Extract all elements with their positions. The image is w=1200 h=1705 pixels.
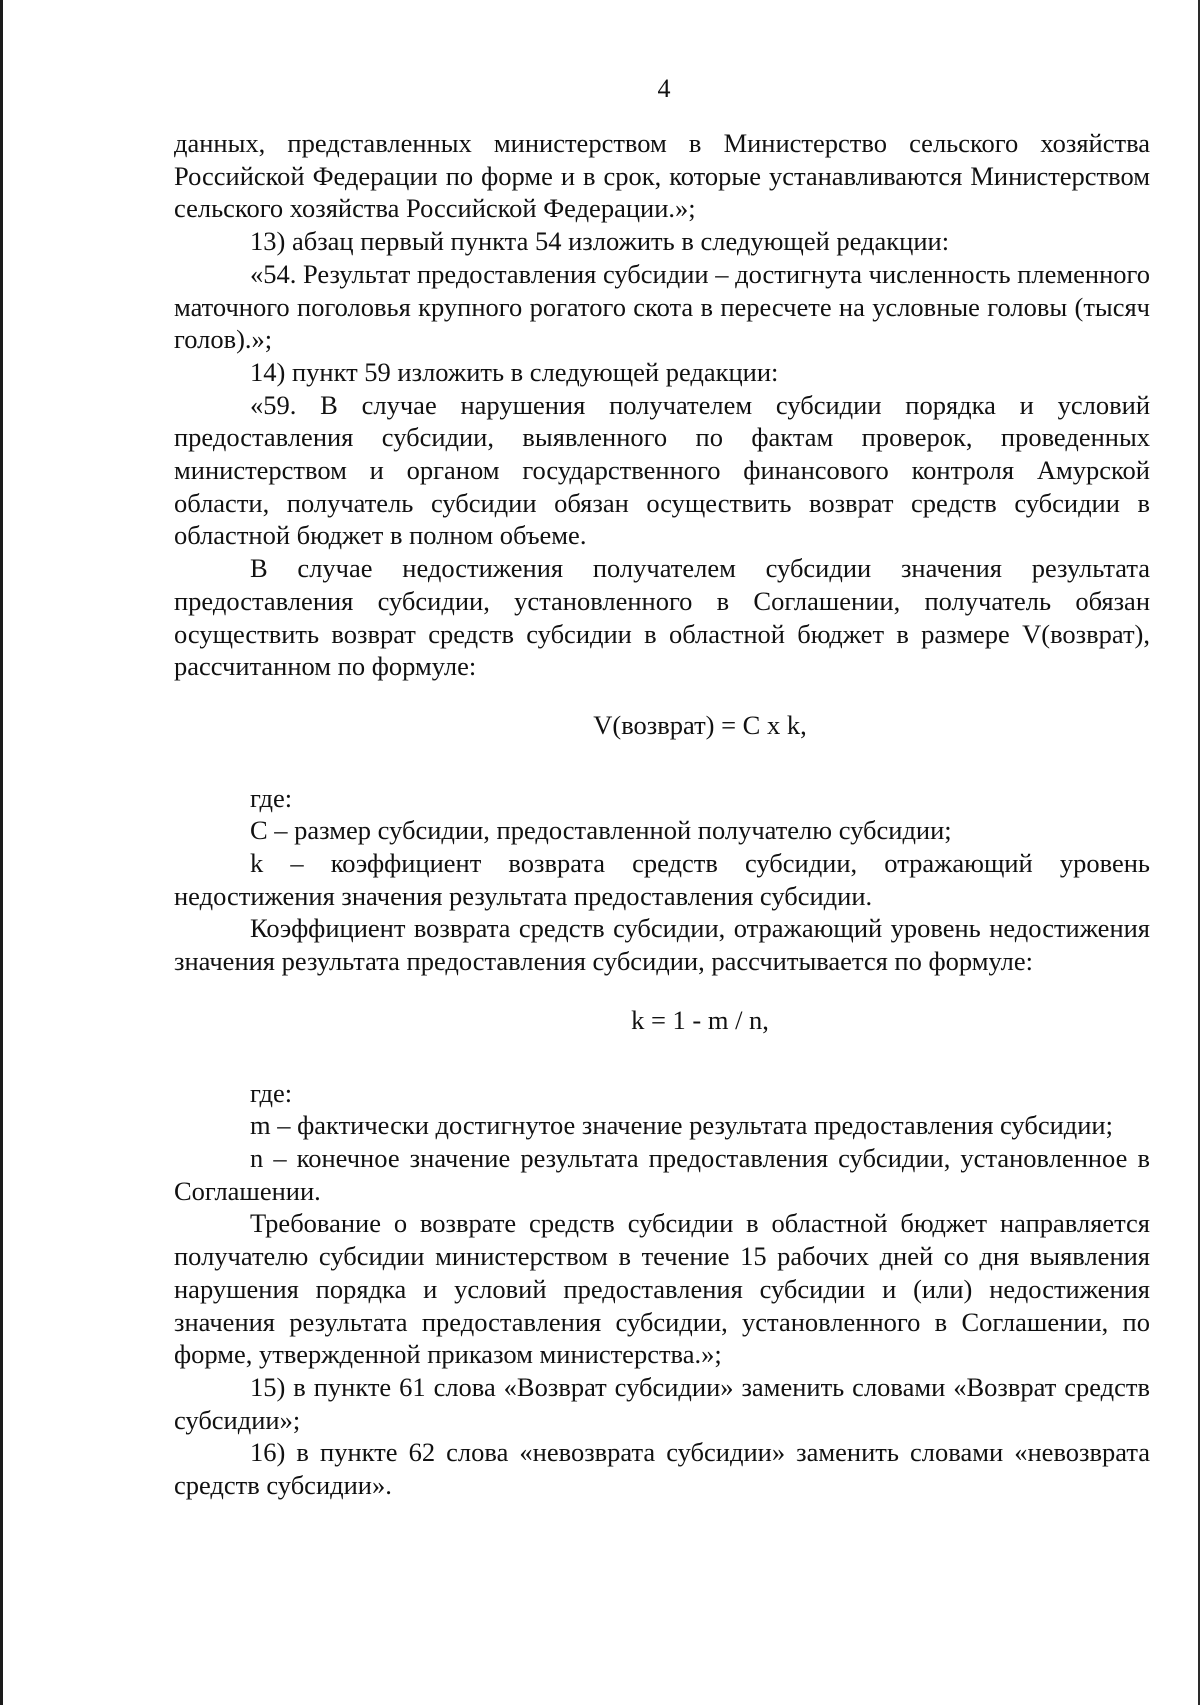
paragraph-item-16: 16) в пункте 62 слова «невозврата субсидии» заменить словами «невозврата средств субсидии». — [174, 1437, 1150, 1501]
paragraph-where: где: — [250, 782, 293, 813]
paragraph-definition-k: k – коэффициент возврата средств субсидии, отражающий уровень недостижения значения результата предоставления субсидии. — [174, 848, 1150, 911]
paragraph-item-13: 13) абзац первый пункта 54 изложить в следующей редакции: — [250, 226, 950, 257]
formula-refund: V(возврат) = C x k, — [593, 709, 807, 740]
page-number: 4 — [657, 74, 671, 103]
paragraph-coefficient: Коэффициент возврата средств субсидии, отражающий уровень недостижения значения результата предоставления субсидии, рассчитывается по формуле: — [174, 913, 1150, 977]
paragraph-where: где: — [250, 1077, 293, 1108]
scan-edge-left — [0, 0, 3, 1705]
paragraph-item-15: 15) в пункте 61 слова «Возврат субсидии» заменить словами «Возврат средств субсидии»; — [174, 1371, 1150, 1435]
document-body — [174, 127, 1150, 1502]
spacer — [174, 1037, 1150, 1077]
paragraph-item-14: 14) пункт 59 изложить в следующей редакции: — [250, 356, 779, 387]
paragraph-non-achievement: В случае недостижения получателем субсидии значения результата предоставления субсидии, установленного в Соглашении, получатель обязан осуществить возврат средств субсидии в областной бюджет в размере V(возврат), рассчитанном по формуле: — [174, 553, 1150, 682]
paragraph-definition-n: n – конечное значение результата предоставления субсидии, установленное в Соглашении. — [174, 1142, 1150, 1206]
paragraph-definition-c: C – размер субсидии, предоставленной получателю субсидии; — [250, 815, 952, 846]
spacer — [174, 742, 1150, 782]
formula-coefficient: k = 1 - m / n, — [631, 1004, 769, 1035]
paragraph-continuation: данных, представленных министерством в Министерство сельского хозяйства Российской Федерации по форме и в срок, которые устанавливаются Министерством сельского хозяйства Российской Федерации.»; — [174, 128, 1150, 224]
paragraph-point-59: «59. В случае нарушения получателем субсидии порядка и условий предоставления субсидии, выявленного по фактам проверок, проведенных министерством и органом государственного финансового контроля Амурской области, получатель субсидии обязан осуществить возврат средств субсидии в областной бюджет в полном объеме. — [174, 389, 1150, 551]
paragraph-definition-m: m – фактически достигнутое значение результата предоставления субсидии; — [250, 1110, 1113, 1141]
paragraph-point-54: «54. Результат предоставления субсидии – достигнута численность племенного маточного поголовья крупного рогатого скота в пересчете на условные головы (тысяч голов).»; — [174, 258, 1150, 355]
paragraph-refund-request: Требование о возврате средств субсидии в областной бюджет направляется получателю субсидии министерством в течение 15 рабочих дней со дня выявления нарушения порядка и условий предоставления субсидии и (или) недостижения значения результата предоставления субсидии, установленного в Соглашении, по форме, утвержденной приказом министерства.»; — [174, 1208, 1150, 1370]
spacer — [174, 978, 1150, 1004]
spacer — [174, 683, 1150, 709]
